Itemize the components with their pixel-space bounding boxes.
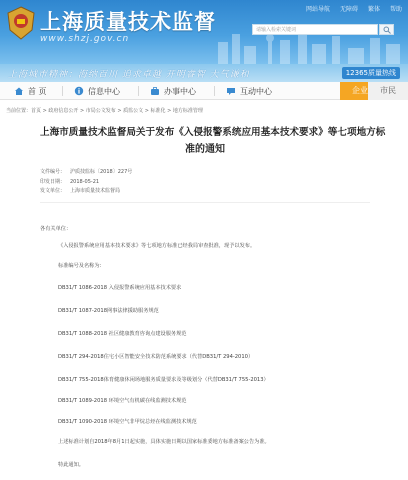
- nav-label-home: 首 页: [28, 86, 47, 96]
- slogan-band: [0, 64, 408, 82]
- article-meta: [40, 168, 132, 197]
- service-icon: [150, 86, 160, 96]
- nav-label-interact: 互动中心: [240, 86, 272, 96]
- article-title-line: 准的通知: [185, 144, 225, 155]
- hotline-badge[interactable]: 12365质量热线: [342, 67, 400, 79]
- site-title[interactable]: 上海质量技术监督: [40, 10, 216, 34]
- info-icon: [74, 86, 84, 96]
- site-header: [0, 0, 408, 64]
- nav-item-service[interactable]: [150, 82, 196, 100]
- meta-divider: [40, 202, 370, 203]
- meta-date: 2018-05-21: [70, 178, 100, 185]
- paragraph-implementation: 上述标准计划自2018年8月1日起实施，具体实施日期以国家标准委地方标准备案公告为准。: [58, 439, 270, 445]
- city-slogan: 上海城市精神：海纳百川 追求卓越 开明睿智 大气谦和: [8, 70, 250, 80]
- search-input[interactable]: 请输入检索关键词: [252, 24, 378, 35]
- main-nav: [0, 82, 408, 100]
- home-icon: [14, 86, 24, 96]
- standard-item: DB31/T 1089-2018 环境空气有机碳在线监测技术规范: [58, 398, 187, 404]
- nav-divider: [138, 86, 139, 96]
- paragraph-intro: 《入侵报警系统应用基本技术要求》等七项地方标准已经我局审查批准，现予以发布。: [58, 243, 256, 249]
- standard-item: DB31/T 1087-2018网事法律援助服务规范: [58, 308, 159, 314]
- nav-label-info: 信息中心: [88, 86, 120, 96]
- nav-item-interact[interactable]: [226, 82, 272, 100]
- nav-item-home[interactable]: [14, 82, 47, 100]
- standard-item: DB31/T 1090-2018 环境空气非甲烷总烃在线监测技术规范: [58, 419, 197, 425]
- standard-item: DB31/T 294-2018住宅小区智能安全技术防范系统要求（代替DB31/T 294-2010）: [58, 354, 254, 360]
- meta-key: 文件编号：: [40, 169, 66, 175]
- top-link-help[interactable]: 帮助: [389, 6, 402, 13]
- search-icon: [383, 26, 391, 34]
- interact-icon: [226, 86, 236, 96]
- standard-item: DB31/T 1086-2018 入侵报警系统应用基本技术要求: [58, 285, 182, 291]
- standard-item: DB31/T 755-2018体育健康休闲场地服务质量要求及等级划分（代替DB31/T 755-2013）: [58, 377, 269, 383]
- meta-key: 印发日期：: [40, 178, 66, 185]
- top-link-sitemap[interactable]: 网站导航: [305, 6, 330, 13]
- nav-item-info[interactable]: [74, 82, 120, 100]
- meta-issuer: 上海市质量技术监督局: [70, 188, 121, 194]
- paragraph-list-heading: 标准编号及名称为：: [58, 263, 105, 269]
- article-title-line: 上海市质量技术监督局关于发布《入侵报警系统应用基本技术要求》等七项地方标: [40, 127, 386, 138]
- tab-citizen[interactable]: 市民: [368, 82, 408, 100]
- top-link-accessibility[interactable]: 无障碍: [339, 6, 358, 13]
- nav-label-service: 办事中心: [164, 86, 196, 96]
- tab-enterprise[interactable]: 企业: [340, 82, 380, 100]
- search-button[interactable]: [379, 24, 394, 35]
- meta-doc-number: 沪质技监标〔2018〕227号: [70, 169, 133, 175]
- breadcrumb[interactable]: 当前位置：首页 > 政府信息公开 > 市局公文发布 > 质监公文 > 标准化 > 地方标准管理: [6, 108, 203, 114]
- standard-item: DB31/T 1088-2018 社区健康教育咨询点建设服务规范: [58, 331, 187, 337]
- top-links: [306, 4, 402, 13]
- emblem-logo[interactable]: [6, 6, 36, 40]
- article-title: [40, 124, 386, 158]
- paragraph-closing: 特此通知。: [58, 462, 84, 468]
- nav-divider: [214, 86, 215, 96]
- top-link-traditional[interactable]: 繁体: [367, 6, 380, 13]
- greeting: 各有关单位：: [40, 226, 72, 232]
- nav-divider: [62, 86, 63, 96]
- site-url: www.shzj.gov.cn: [40, 34, 130, 44]
- meta-key: 发文单位：: [40, 188, 66, 194]
